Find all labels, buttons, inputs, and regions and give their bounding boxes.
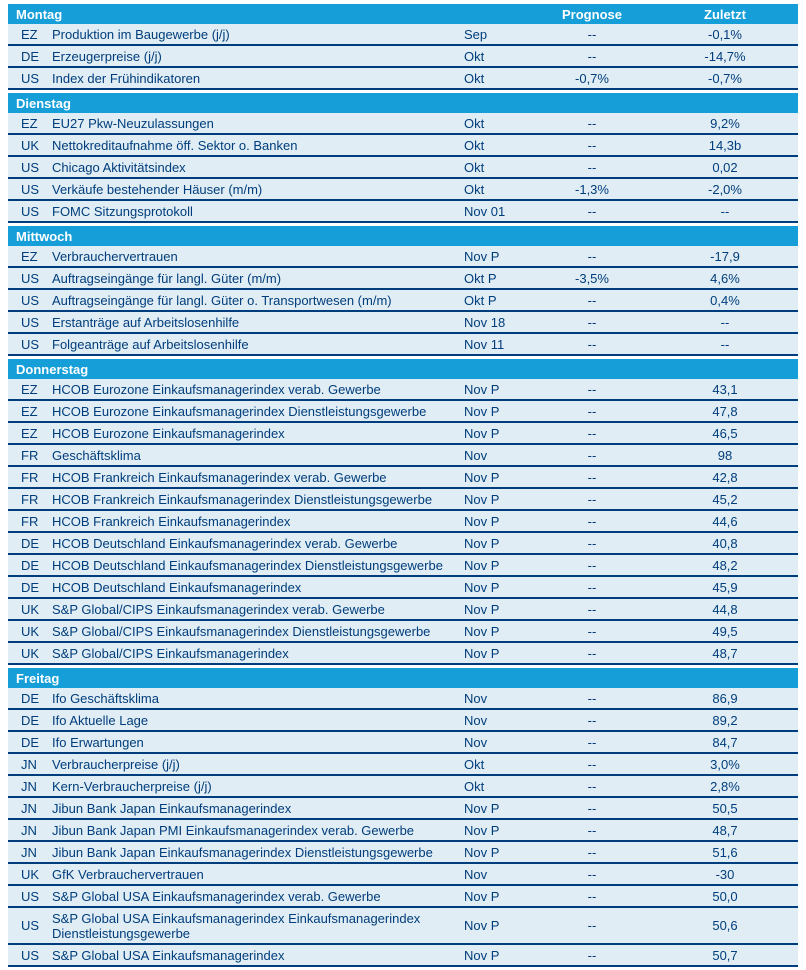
last-value: 50,7 xyxy=(712,947,738,963)
last-value: 14,3b xyxy=(708,137,742,153)
section-rows xyxy=(8,688,798,967)
day-section xyxy=(8,226,798,356)
period-value: Nov P xyxy=(464,469,500,485)
country-code: EZ xyxy=(21,381,38,397)
last-value: 86,9 xyxy=(712,690,738,706)
period-value: Nov P xyxy=(464,491,500,507)
forecast-value: -- xyxy=(587,888,597,904)
indicator-name: S&P Global USA Einkaufsmanagerindex Einkaufsmanagerindex Dienstleistungsgewerbe xyxy=(52,910,421,941)
forecast-value: -- xyxy=(587,601,597,617)
last-value: -30 xyxy=(715,866,735,882)
indicator-name: HCOB Eurozone Einkaufsmanagerindex verab. Gewerbe xyxy=(52,381,381,397)
forecast-value: -1,3% xyxy=(575,181,609,197)
country-code: UK xyxy=(21,601,40,617)
table-row xyxy=(8,135,798,157)
period-value: Nov 18 xyxy=(464,314,506,330)
day-section xyxy=(8,359,798,665)
forecast-value: -- xyxy=(587,381,597,397)
day-section xyxy=(8,668,798,967)
forecast-value: -- xyxy=(587,469,597,485)
period-value: Nov P xyxy=(464,645,500,661)
last-value: 40,8 xyxy=(712,535,738,551)
country-code: JN xyxy=(21,756,37,772)
period-value: Nov P xyxy=(464,601,500,617)
table-row xyxy=(8,886,798,908)
country-code: FR xyxy=(21,447,39,463)
country-code: US xyxy=(21,203,40,219)
table-row xyxy=(8,290,798,312)
table-row xyxy=(8,24,798,46)
indicator-name: Auftragseingänge für langl. Güter (m/m) xyxy=(52,270,282,286)
indicator-name: Ifo Aktuelle Lage xyxy=(52,712,149,728)
indicator-name: Kern-Verbraucherpreise (j/j) xyxy=(52,778,212,794)
period-value: Nov P xyxy=(464,623,500,639)
day-label: Donnerstag xyxy=(16,361,89,377)
table-row xyxy=(8,577,798,599)
day-section xyxy=(8,93,798,223)
indicator-name: HCOB Frankreich Einkaufsmanagerindex xyxy=(52,513,291,529)
indicator-name: S&P Global USA Einkaufsmanagerindex verab. Gewerbe xyxy=(52,888,381,904)
indicator-name: HCOB Frankreich Einkaufsmanagerindex Dienstleistungsgewerbe xyxy=(52,491,433,507)
forecast-value: -- xyxy=(587,115,597,131)
forecast-value: -- xyxy=(587,822,597,838)
day-header-band xyxy=(8,359,798,379)
indicator-name: HCOB Frankreich Einkaufsmanagerindex verab. Gewerbe xyxy=(52,469,387,485)
table-row xyxy=(8,754,798,776)
period-value: Okt P xyxy=(464,292,497,308)
period-value: Okt P xyxy=(464,270,497,286)
period-value: Nov 01 xyxy=(464,203,506,219)
indicator-name: Jibun Bank Japan PMI Einkaufsmanagerindex verab. Gewerbe xyxy=(52,822,415,838)
country-code: JN xyxy=(21,800,37,816)
indicator-name: Jibun Bank Japan Einkaufsmanagerindex Dienstleistungsgewerbe xyxy=(52,844,433,860)
country-code: UK xyxy=(21,866,40,882)
column-header-zuletzt: Zuletzt xyxy=(704,6,746,22)
period-value: Nov xyxy=(464,866,488,882)
country-code: UK xyxy=(21,645,40,661)
day-section xyxy=(8,4,798,90)
last-value: 98 xyxy=(717,447,733,463)
indicator-name: HCOB Eurozone Einkaufsmanagerindex Dienstleistungsgewerbe xyxy=(52,403,427,419)
forecast-value: -- xyxy=(587,712,597,728)
indicator-name: HCOB Deutschland Einkaufsmanagerindex xyxy=(52,579,302,595)
country-code: FR xyxy=(21,513,39,529)
country-code: DE xyxy=(21,712,40,728)
table-row xyxy=(8,489,798,511)
indicator-name: Index der Frühindikatoren xyxy=(52,70,201,86)
last-value: -- xyxy=(720,203,730,219)
forecast-value: -- xyxy=(587,844,597,860)
indicator-name: S&P Global USA Einkaufsmanagerindex xyxy=(52,947,285,963)
last-value: -2,0% xyxy=(708,181,742,197)
indicator-name: Verkäufe bestehender Häuser (m/m) xyxy=(52,181,263,197)
country-code: EZ xyxy=(21,248,38,264)
indicator-name: Verbrauchervertrauen xyxy=(52,248,178,264)
table-row xyxy=(8,555,798,577)
last-value: 89,2 xyxy=(712,712,738,728)
forecast-value: -- xyxy=(587,579,597,595)
day-header-band xyxy=(8,668,798,688)
table-row xyxy=(8,688,798,710)
forecast-value: -- xyxy=(587,48,597,64)
forecast-value: -- xyxy=(587,248,597,264)
country-code: DE xyxy=(21,535,40,551)
period-value: Nov P xyxy=(464,800,500,816)
table-row xyxy=(8,312,798,334)
day-label: Montag xyxy=(16,6,63,22)
last-value: 51,6 xyxy=(712,844,738,860)
last-value: 44,8 xyxy=(712,601,738,617)
day-label: Dienstag xyxy=(16,95,71,111)
last-value: 43,1 xyxy=(712,381,738,397)
forecast-value: -- xyxy=(587,866,597,882)
table-row xyxy=(8,201,798,223)
last-value: 84,7 xyxy=(712,734,738,750)
period-value: Nov 11 xyxy=(464,336,505,352)
forecast-value: -- xyxy=(587,159,597,175)
last-value: 2,8% xyxy=(710,778,740,794)
indicator-name: Geschäftsklima xyxy=(52,447,141,463)
table-row xyxy=(8,113,798,135)
table-row xyxy=(8,621,798,643)
indicator-name: EU27 Pkw-Neuzulassungen xyxy=(52,115,214,131)
indicator-name: Nettokreditaufnahme öff. Sektor o. Banken xyxy=(52,137,298,153)
indicator-name: Ifo Erwartungen xyxy=(52,734,144,750)
country-code: US xyxy=(21,918,40,933)
last-value: 45,2 xyxy=(712,491,738,507)
table-row xyxy=(8,820,798,842)
country-code: DE xyxy=(21,579,40,595)
table-row xyxy=(8,379,798,401)
period-value: Nov P xyxy=(464,248,500,264)
indicator-name: Folgeanträge auf Arbeitslosenhilfe xyxy=(52,336,249,352)
last-value: 9,2% xyxy=(710,115,740,131)
last-value: 48,7 xyxy=(712,645,738,661)
forecast-value: -- xyxy=(587,203,597,219)
period-value: Nov xyxy=(464,712,488,728)
forecast-value: -- xyxy=(587,645,597,661)
period-value: Sep xyxy=(464,26,488,42)
country-code: JN xyxy=(21,844,37,860)
forecast-value: -- xyxy=(587,314,597,330)
last-value: -- xyxy=(720,336,730,352)
table-row xyxy=(8,643,798,665)
last-value: 50,6 xyxy=(712,918,738,933)
period-value: Nov xyxy=(464,690,488,706)
country-code: UK xyxy=(21,137,40,153)
table-row xyxy=(8,842,798,864)
country-code: US xyxy=(21,159,40,175)
table-row xyxy=(8,268,798,290)
indicator-name: FOMC Sitzungsprotokoll xyxy=(52,203,193,219)
country-code: JN xyxy=(21,822,37,838)
table-row xyxy=(8,864,798,886)
forecast-value: -- xyxy=(587,623,597,639)
last-value: 44,6 xyxy=(712,513,738,529)
period-value: Nov xyxy=(464,447,488,463)
country-code: US xyxy=(21,181,40,197)
country-code: US xyxy=(21,70,40,86)
country-code: UK xyxy=(21,623,40,639)
country-code: US xyxy=(21,336,40,352)
section-rows xyxy=(8,24,798,90)
period-value: Okt xyxy=(464,115,485,131)
forecast-value: -- xyxy=(587,947,597,963)
country-code: US xyxy=(21,314,40,330)
forecast-value: -- xyxy=(587,734,597,750)
table-row xyxy=(8,511,798,533)
table-row xyxy=(8,710,798,732)
table-row xyxy=(8,46,798,68)
country-code: EZ xyxy=(21,425,38,441)
period-value: Nov P xyxy=(464,425,500,441)
period-value: Okt xyxy=(464,137,485,153)
period-value: Nov P xyxy=(464,822,500,838)
forecast-value: -- xyxy=(587,535,597,551)
table-row xyxy=(8,179,798,201)
period-value: Nov P xyxy=(464,381,500,397)
last-value: 48,2 xyxy=(712,557,738,573)
period-value: Okt xyxy=(464,181,485,197)
forecast-value: -3,5% xyxy=(575,270,609,286)
country-code: DE xyxy=(21,690,40,706)
period-value: Nov P xyxy=(464,888,500,904)
country-code: EZ xyxy=(21,115,38,131)
forecast-value: -- xyxy=(587,425,597,441)
period-value: Nov P xyxy=(464,535,500,551)
forecast-value: -- xyxy=(587,137,597,153)
country-code: FR xyxy=(21,469,39,485)
last-value: -0,7% xyxy=(708,70,742,86)
last-value: -0,1% xyxy=(708,26,742,42)
forecast-value: -- xyxy=(587,403,597,419)
last-value: 49,5 xyxy=(712,623,738,639)
period-value: Okt xyxy=(464,756,485,772)
day-header-band xyxy=(8,226,798,246)
indicator-name: HCOB Deutschland Einkaufsmanagerindex Dienstleistungsgewerbe xyxy=(52,557,443,573)
day-label: Mittwoch xyxy=(16,228,73,244)
period-value: Nov P xyxy=(464,579,500,595)
country-code: EZ xyxy=(21,26,38,42)
table-row xyxy=(8,732,798,754)
last-value: 3,0% xyxy=(710,756,740,772)
section-rows xyxy=(8,113,798,223)
table-row xyxy=(8,423,798,445)
last-value: -- xyxy=(720,314,730,330)
period-value: Nov P xyxy=(464,918,500,933)
section-rows xyxy=(8,246,798,356)
economic-calendar-table xyxy=(8,4,798,967)
table-row xyxy=(8,908,798,945)
forecast-value: -- xyxy=(587,26,597,42)
indicator-name: Ifo Geschäftsklima xyxy=(52,690,159,706)
last-value: 42,8 xyxy=(712,469,738,485)
day-label: Freitag xyxy=(16,670,60,686)
table-row xyxy=(8,246,798,268)
period-value: Okt xyxy=(464,48,485,64)
period-value: Nov xyxy=(464,734,488,750)
table-row xyxy=(8,401,798,423)
indicator-name: Erzeugerpreise (j/j) xyxy=(52,48,162,64)
last-value: 0,4% xyxy=(710,292,740,308)
country-code: EZ xyxy=(21,403,38,419)
forecast-value: -0,7% xyxy=(575,70,609,86)
table-row xyxy=(8,599,798,621)
country-code: JN xyxy=(21,778,37,794)
indicator-name: Auftragseingänge für langl. Güter o. Transportwesen (m/m) xyxy=(52,292,392,308)
table-row xyxy=(8,445,798,467)
period-value: Nov P xyxy=(464,557,500,573)
section-rows xyxy=(8,379,798,665)
period-value: Okt xyxy=(464,159,485,175)
country-code: US xyxy=(21,292,40,308)
forecast-value: -- xyxy=(587,756,597,772)
forecast-value: -- xyxy=(587,778,597,794)
column-header-prognose: Prognose xyxy=(562,6,622,22)
country-code: DE xyxy=(21,557,40,573)
indicator-name: Jibun Bank Japan Einkaufsmanagerindex xyxy=(52,800,292,816)
last-value: 46,5 xyxy=(712,425,738,441)
day-header-band xyxy=(8,4,798,24)
table-row xyxy=(8,157,798,179)
period-value: Okt xyxy=(464,778,485,794)
forecast-value: -- xyxy=(587,447,597,463)
country-code: DE xyxy=(21,734,40,750)
indicator-name: Produktion im Baugewerbe (j/j) xyxy=(52,26,230,42)
last-value: 45,9 xyxy=(712,579,738,595)
forecast-value: -- xyxy=(587,513,597,529)
period-value: Nov P xyxy=(464,403,500,419)
country-code: DE xyxy=(21,48,40,64)
forecast-value: -- xyxy=(587,336,597,352)
forecast-value: -- xyxy=(587,557,597,573)
last-value: 50,5 xyxy=(712,800,738,816)
period-value: Nov P xyxy=(464,947,500,963)
day-header-band xyxy=(8,93,798,113)
last-value: 48,7 xyxy=(712,822,738,838)
table-row xyxy=(8,533,798,555)
table-row xyxy=(8,467,798,489)
table-row xyxy=(8,945,798,967)
indicator-name: HCOB Eurozone Einkaufsmanagerindex xyxy=(52,425,285,441)
last-value: 47,8 xyxy=(712,403,738,419)
last-value: -14,7% xyxy=(704,48,746,64)
last-value: 50,0 xyxy=(712,888,738,904)
last-value: 4,6% xyxy=(710,270,740,286)
forecast-value: -- xyxy=(587,918,597,933)
indicator-name: HCOB Deutschland Einkaufsmanagerindex verab. Gewerbe xyxy=(52,535,398,551)
indicator-name: Verbraucherpreise (j/j) xyxy=(52,756,180,772)
table-row xyxy=(8,798,798,820)
last-value: 0,02 xyxy=(712,159,738,175)
indicator-name: Chicago Aktivitätsindex xyxy=(52,159,186,175)
table-row xyxy=(8,776,798,798)
indicator-name: Erstanträge auf Arbeitslosenhilfe xyxy=(52,314,240,330)
table-row xyxy=(8,68,798,90)
forecast-value: -- xyxy=(587,800,597,816)
period-value: Nov P xyxy=(464,513,500,529)
forecast-value: -- xyxy=(587,491,597,507)
table-row xyxy=(8,334,798,356)
country-code: US xyxy=(21,888,40,904)
forecast-value: -- xyxy=(587,292,597,308)
period-value: Okt xyxy=(464,70,485,86)
indicator-name: GfK Verbrauchervertrauen xyxy=(52,866,204,882)
indicator-name: S&P Global/CIPS Einkaufsmanagerindex Dienstleistungsgewerbe xyxy=(52,623,431,639)
indicator-name: S&P Global/CIPS Einkaufsmanagerindex xyxy=(52,645,289,661)
period-value: Nov P xyxy=(464,844,500,860)
country-code: US xyxy=(21,270,40,286)
last-value: -17,9 xyxy=(710,248,740,264)
country-code: US xyxy=(21,947,40,963)
indicator-name: S&P Global/CIPS Einkaufsmanagerindex verab. Gewerbe xyxy=(52,601,385,617)
country-code: FR xyxy=(21,491,39,507)
forecast-value: -- xyxy=(587,690,597,706)
